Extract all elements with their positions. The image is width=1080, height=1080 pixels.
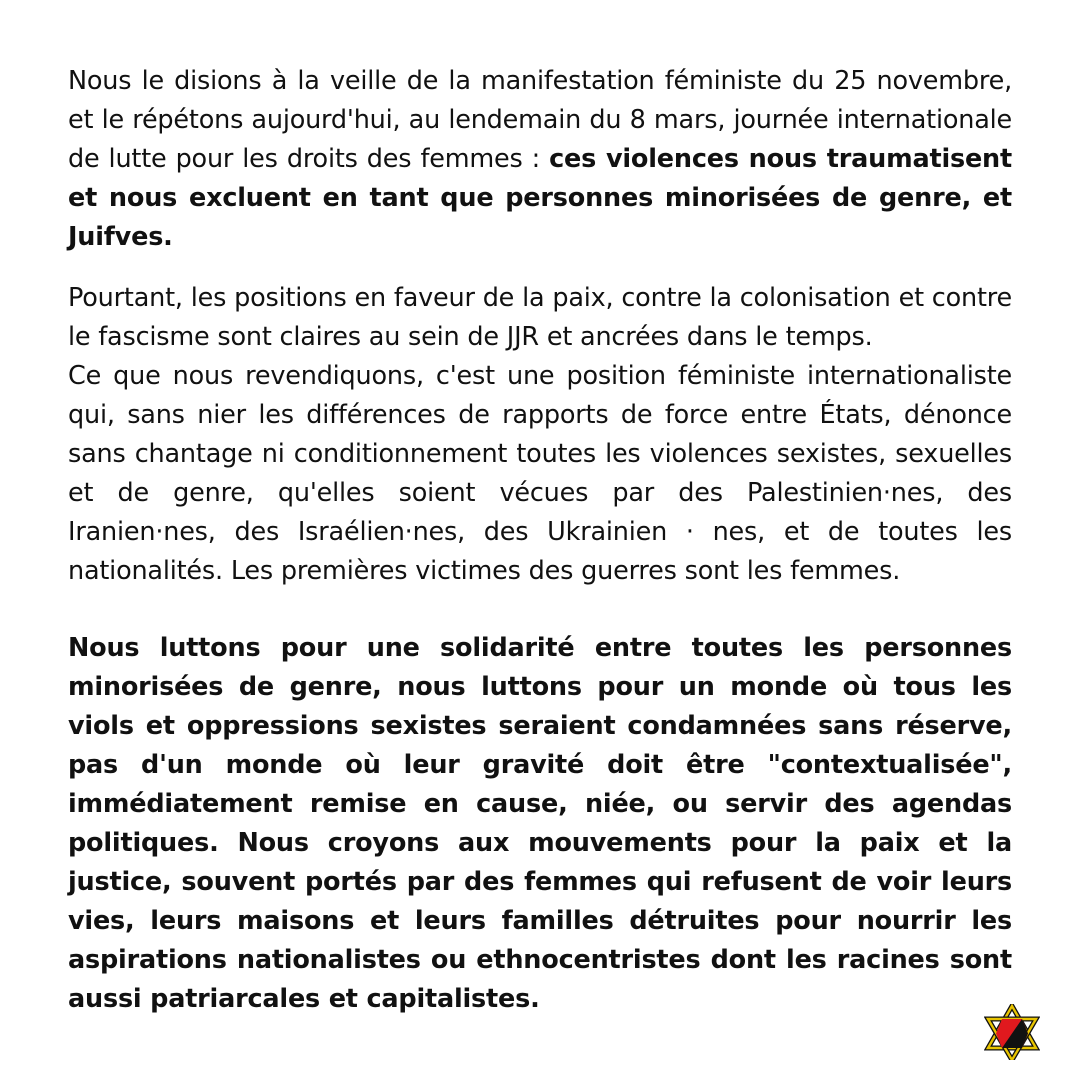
paragraph-positions-line1: Pourtant, les positions en faveur de la paix, contre la colonisation et contre le fascisme sont claires au sein de JJR et ancrées dans le temps. [68, 283, 1012, 352]
paragraph-positions-line2: Ce que nous revendiquons, c'est une position féministe internationaliste qui, sans nier les différences de rapports de force entre États, dénonce sans chantage ni conditionnement toutes les violences sexistes, sexuelles et de genre, qu'elles soient vécues par des Palestinien·nes, des Iranien·nes, des Israélien·nes, des Ukrainien · nes, et de toutes les nationalités. Les premières victimes des guerres sont les femmes. [68, 361, 1012, 586]
paragraph-positions [68, 279, 1012, 591]
paragraph-solidarity: Nous luttons pour une solidarité entre toutes les personnes minorisées de genre, nous luttons pour un monde où tous les viols et oppressions sexistes seraient condamnées sans réserve, pas d'un monde où leur gravité doit être "contextualisée", immédiatement remise en cause, niée, ou servir des agendas politiques. Nous croyons aux mouvements pour la paix et la justice, souvent portés par des femmes qui refusent de voir leurs vies, leurs maisons et leurs familles détruites pour nourrir les aspirations nationalistes ou ethnocentristes dont les racines sont aussi patriarcales et capitalistes. [68, 633, 1012, 1014]
paragraph-intro-bold: ces violences nous traumatisent et nous excluent en tant que personnes minorisées de genre, et Juifves. [68, 144, 1012, 252]
statement-body [68, 62, 1012, 1019]
paragraph-intro-text: Nous le disions à la veille de la manifestation féministe du 25 novembre, et le répétons aujourd'hui, au lendemain du 8 mars, journée internationale de lutte pour les droits des femmes : [68, 66, 1012, 174]
paragraph-intro [68, 62, 1012, 257]
star-of-david-logo-icon [984, 1004, 1040, 1060]
